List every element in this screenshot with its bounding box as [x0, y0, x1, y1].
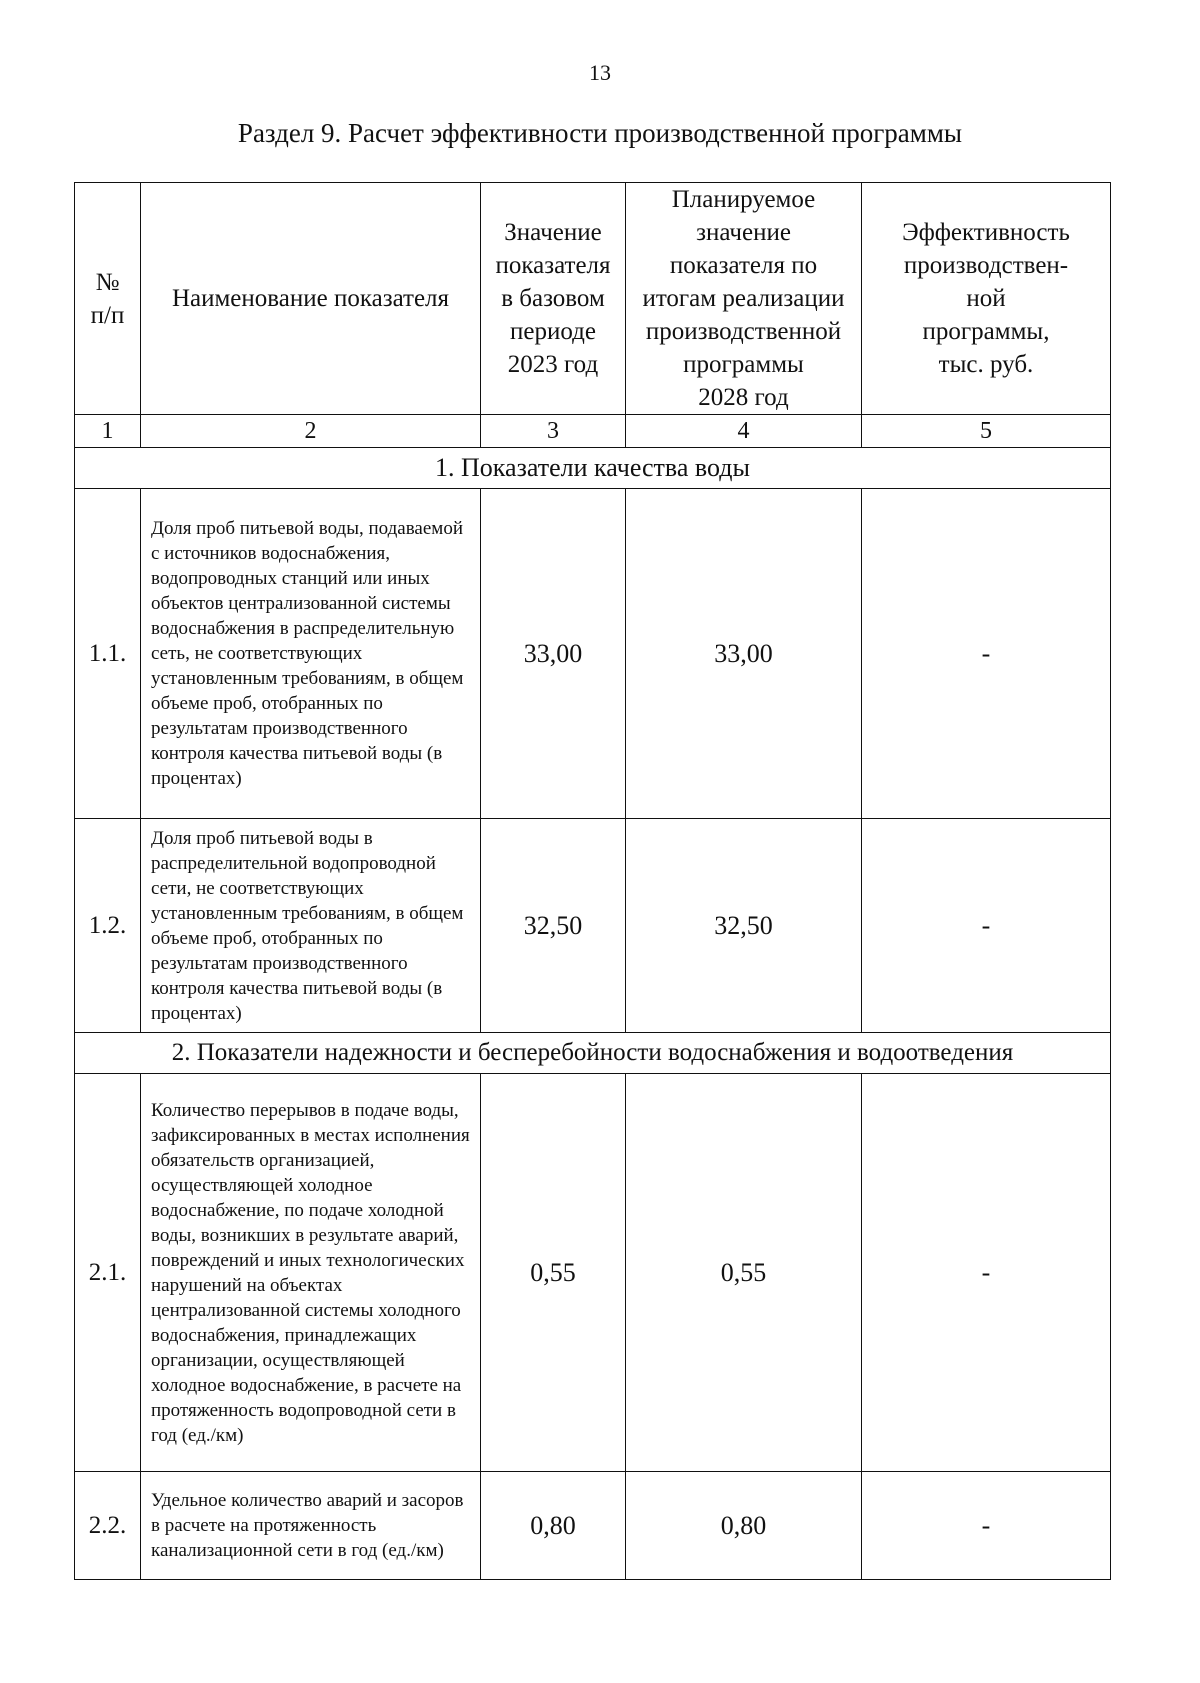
section-title: 1. Показатели качества воды [75, 448, 1111, 489]
column-number: 5 [862, 415, 1111, 448]
base-value: 0,55 [481, 1074, 626, 1472]
header-number [75, 183, 141, 415]
header-line: ной [966, 285, 1006, 312]
section-title: 2. Показатели надежности и бесперебойности водоснабжения и водоотведения [75, 1033, 1111, 1074]
table-row [75, 819, 1111, 1033]
header-line: Значение [504, 219, 602, 246]
row-number: 1.1. [75, 489, 141, 819]
indicator-name: Количество перерывов в подаче воды, зафиксированных в местах исполнения обязательств организацией, осуществляющей холодное водоснабжение, по подаче холодной воды, возникших в результате аварий, повреждений и иных технологических нарушений на объектах централизованной системы холодного водоснабжения, принадлежащих организации, осуществляющей холодное водоснабжение, в расчете на протяженность водопроводной сети в год (ед./км) [141, 1074, 481, 1472]
header-line: производственной [645, 318, 842, 345]
header-line: п/п [90, 301, 125, 329]
row-number: 2.2. [75, 1472, 141, 1580]
header-line: Планируемое [671, 186, 816, 213]
base-value: 32,50 [481, 819, 626, 1033]
header-line: Эффективность [902, 219, 1070, 246]
header-line: Наименование показателя [171, 285, 450, 312]
planned-value: 0,55 [626, 1074, 862, 1472]
header-efficiency [862, 183, 1111, 415]
header-line: 2028 год [698, 384, 789, 411]
table-row [75, 1472, 1111, 1580]
page-title: Раздел 9. Расчет эффективности производственной программы [237, 118, 963, 148]
header-line: программы [683, 351, 804, 378]
table-row [75, 1074, 1111, 1472]
table-row [75, 489, 1111, 819]
row-number: 2.1. [75, 1074, 141, 1472]
planned-value: 33,00 [626, 489, 862, 819]
header-line: показателя [495, 252, 611, 279]
efficiency-value: - [862, 819, 1111, 1033]
indicator-name: Доля проб питьевой воды в распределительной водопроводной сети, не соответствующих установленным требованиям, в общем объеме проб, отобранных по результатам производственного контроля качества питьевой воды (в процентах) [141, 819, 481, 1033]
column-number: 4 [626, 415, 862, 448]
column-number: 3 [481, 415, 626, 448]
header-indicator-name [141, 183, 481, 415]
indicator-name: Удельное количество аварий и засоров в расчете на протяженность канализационной сети в год (ед./км) [141, 1472, 481, 1580]
header-row [75, 183, 1111, 415]
header-line: программы, [922, 318, 1050, 345]
efficiency-value: - [862, 1074, 1111, 1472]
section-row [75, 1033, 1111, 1074]
page-number: 13 [589, 60, 611, 85]
header-line: тыс. руб. [938, 351, 1034, 378]
row-number: 1.2. [75, 819, 141, 1033]
header-line: периоде [510, 318, 596, 345]
header-line: производствен- [903, 252, 1069, 279]
base-value: 33,00 [481, 489, 626, 819]
header-planned-value [626, 183, 862, 415]
column-number: 2 [141, 415, 481, 448]
header-line: № [95, 268, 120, 296]
header-line: итогам реализации [642, 285, 845, 312]
efficiency-value: - [862, 489, 1111, 819]
base-value: 0,80 [481, 1472, 626, 1580]
header-line: в базовом [501, 285, 605, 312]
header-base-value [481, 183, 626, 415]
column-number: 1 [75, 415, 141, 448]
header-line: показателя по [669, 252, 818, 279]
header-line: значение [696, 219, 791, 246]
header-line: 2023 год [507, 351, 599, 378]
indicator-name: Доля проб питьевой воды, подаваемой с источников водоснабжения, водопроводных станций или иных объектов централизованной системы водоснабжения в распределительную сеть, не соответствующих установленным требованиям, в общем объеме проб, отобранных по результатам производственного контроля качества питьевой воды (в процентах) [141, 489, 481, 819]
planned-value: 0,80 [626, 1472, 862, 1580]
column-number-row [75, 415, 1111, 448]
section-row [75, 448, 1111, 489]
efficiency-value: - [862, 1472, 1111, 1580]
efficiency-table [74, 182, 1111, 1580]
planned-value: 32,50 [626, 819, 862, 1033]
